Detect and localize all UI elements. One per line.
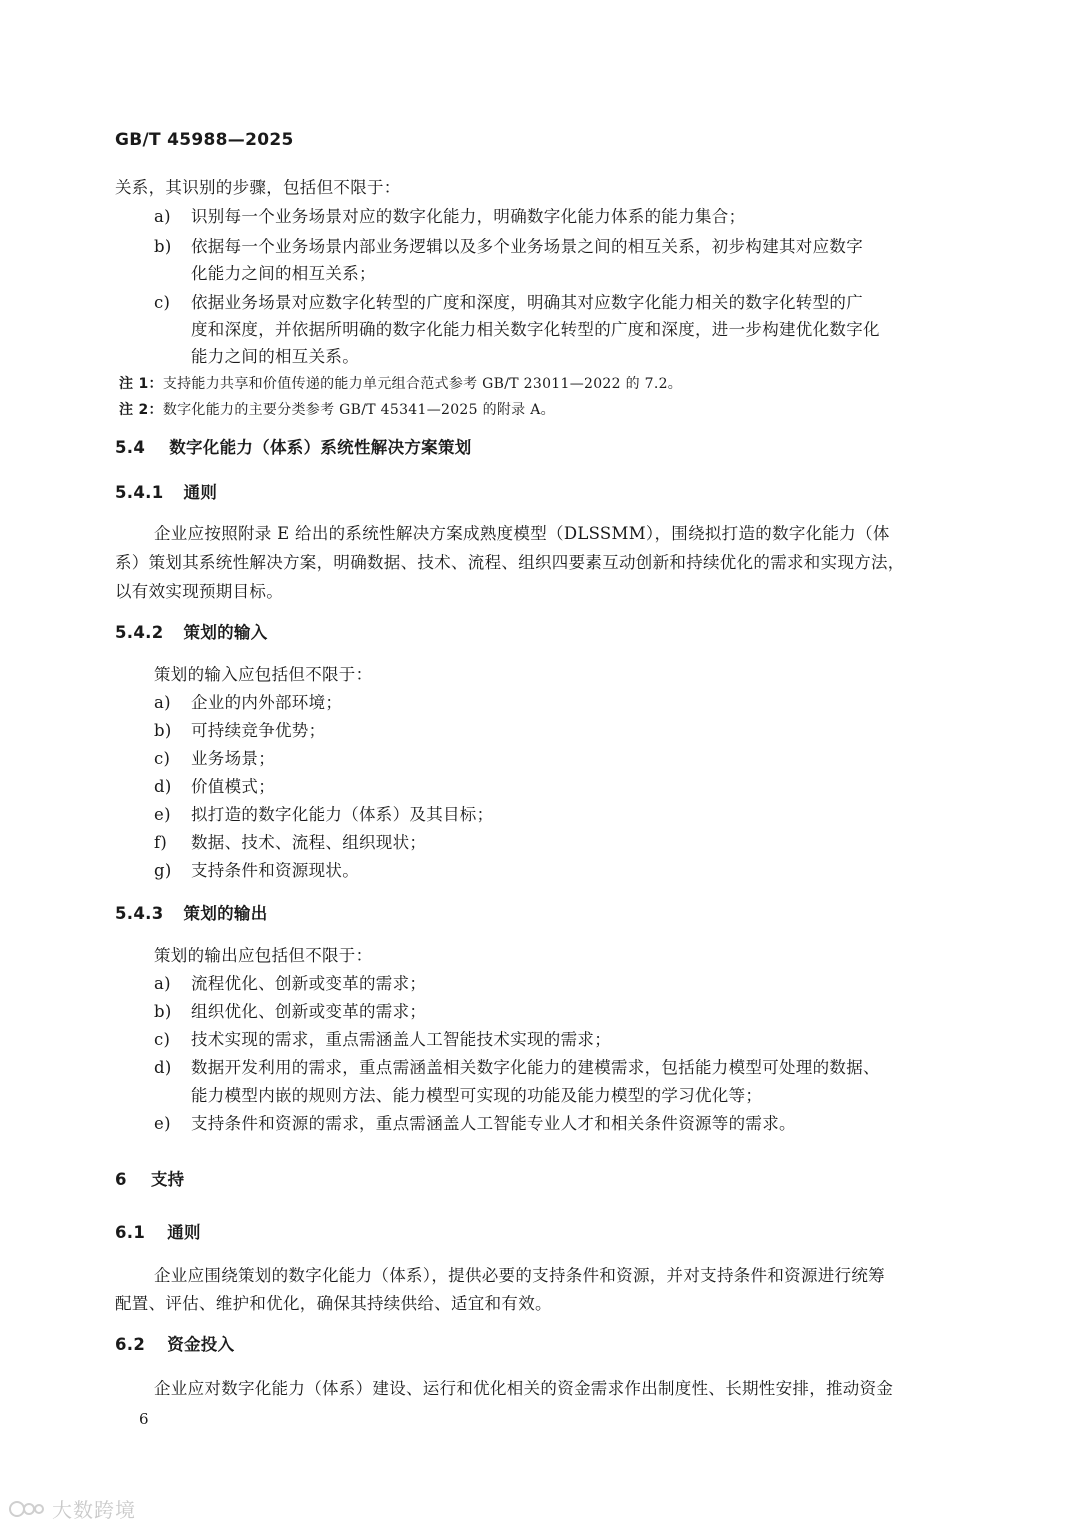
section-number: 5.4.2 bbox=[115, 623, 164, 642]
watermark-logo-icon bbox=[8, 1498, 46, 1520]
paragraph-line: 系）策划其系统性解决方案，明确数据、技术、流程、组织四要素互动创新和持续优化的需求和实现方法， bbox=[115, 553, 905, 572]
list-item-text: 依据每一个业务场景内部业务逻辑以及多个业务场景之间的相互关系，初步构建其对应数字 bbox=[191, 237, 863, 256]
list-item-text: 支持条件和资源现状。 bbox=[191, 861, 359, 880]
section-title: 数字化能力（体系）系统性解决方案策划 bbox=[169, 438, 472, 457]
list-item-text: 价值模式； bbox=[191, 777, 275, 796]
document-id: GB/T 45988—2025 bbox=[115, 130, 294, 150]
list-marker: e) bbox=[154, 805, 171, 824]
watermark-text: 大数跨境 bbox=[52, 1498, 136, 1522]
section-heading-5-4 bbox=[115, 437, 472, 459]
list-marker: d) bbox=[154, 1058, 172, 1077]
paragraph-line: 企业应对数字化能力（体系）建设、运行和优化相关的资金需求作出制度性、长期性安排，推动资金 bbox=[154, 1379, 894, 1398]
section-title: 策划的输入 bbox=[183, 623, 268, 642]
list-item-text: 技术实现的需求，重点需涵盖人工智能技术实现的需求； bbox=[191, 1030, 611, 1049]
watermark bbox=[8, 1494, 136, 1523]
section-number: 6.1 bbox=[115, 1223, 146, 1242]
section-heading-5-4-3 bbox=[115, 903, 268, 925]
section-number: 5.4 bbox=[115, 438, 146, 457]
paragraph-line: 企业应围绕策划的数字化能力（体系），提供必要的支持条件和资源，并对支持条件和资源进行统筹 bbox=[154, 1266, 885, 1285]
list-item-text: 可持续竞争优势； bbox=[191, 721, 326, 740]
section-number: 6.2 bbox=[115, 1335, 146, 1354]
note-text: 支持能力共享和价值传递的能力单元组合范式参考 GB/T 23011—2022 的 7.2。 bbox=[162, 376, 683, 392]
section-heading-6 bbox=[115, 1169, 184, 1191]
paragraph-line: 配置、评估、维护和优化，确保其持续供给、适宜和有效。 bbox=[115, 1294, 552, 1313]
paragraph-line: 以有效实现预期目标。 bbox=[115, 582, 283, 601]
list-marker: a) bbox=[154, 693, 171, 712]
section-title: 通则 bbox=[167, 1223, 201, 1242]
list-item-text: 数据、技术、流程、组织现状； bbox=[191, 833, 427, 852]
note-label: 注 2： bbox=[119, 402, 163, 418]
list-marker: c) bbox=[154, 293, 171, 312]
list-item-continuation: 化能力之间的相互关系； bbox=[191, 264, 376, 283]
paragraph-line: 关系，其识别的步骤，包括但不限于： bbox=[115, 178, 401, 197]
list-marker: e) bbox=[154, 1114, 171, 1133]
list-marker: b) bbox=[154, 1002, 172, 1021]
note-text: 数字化能力的主要分类参考 GB/T 45341—2025 的附录 A。 bbox=[162, 402, 555, 418]
section-title: 通则 bbox=[183, 483, 218, 502]
paragraph-line: 策划的输入应包括但不限于： bbox=[154, 665, 373, 684]
paragraph-line: 企业应按照附录 E 给出的系统性解决方案成熟度模型（DLSSMM），围绕拟打造的数字化能力（体 bbox=[154, 524, 890, 543]
list-item-text: 数据开发利用的需求，重点需涵盖相关数字化能力的建模需求，包括能力模型可处理的数据、 bbox=[191, 1058, 880, 1077]
list-marker: f) bbox=[154, 833, 168, 852]
section-heading-5-4-2 bbox=[115, 622, 268, 644]
section-title: 支持 bbox=[150, 1170, 185, 1189]
list-item-text: 业务场景； bbox=[191, 749, 275, 768]
note bbox=[119, 399, 555, 421]
list-marker: b) bbox=[154, 237, 172, 256]
list-marker: b) bbox=[154, 721, 172, 740]
list-item-continuation: 能力模型内嵌的规则方法、能力模型可实现的功能及能力模型的学习优化等； bbox=[191, 1086, 763, 1105]
list-item-text: 流程优化、创新或变革的需求； bbox=[191, 974, 427, 993]
list-item-continuation: 能力之间的相互关系。 bbox=[191, 347, 359, 366]
list-item-text: 企业的内外部环境； bbox=[191, 693, 343, 712]
section-title: 策划的输出 bbox=[183, 904, 268, 923]
list-item-text: 拟打造的数字化能力（体系）及其目标； bbox=[191, 805, 494, 824]
list-marker: c) bbox=[154, 749, 171, 768]
list-item-text: 依据业务场景对应数字化转型的广度和深度，明确其对应数字化能力相关的数字化转型的广 bbox=[191, 293, 863, 312]
list-marker: a) bbox=[154, 207, 171, 226]
section-heading-6-2 bbox=[115, 1334, 234, 1356]
list-marker: c) bbox=[154, 1030, 171, 1049]
note bbox=[119, 373, 682, 395]
list-marker: g) bbox=[154, 861, 172, 880]
page-number: 6 bbox=[139, 1410, 149, 1428]
paragraph-line: 策划的输出应包括但不限于： bbox=[154, 946, 373, 965]
list-item-text: 组织优化、创新或变革的需求； bbox=[191, 1002, 427, 1021]
section-title: 资金投入 bbox=[167, 1335, 235, 1354]
section-number: 5.4.3 bbox=[115, 904, 164, 923]
list-item-continuation: 度和深度，并依据所明确的数字化能力相关数字化转型的广度和深度，进一步构建优化数字化 bbox=[191, 320, 880, 339]
section-number: 6 bbox=[115, 1170, 127, 1189]
section-heading-5-4-1 bbox=[115, 482, 217, 504]
section-heading-6-1 bbox=[115, 1222, 201, 1244]
list-item-text: 识别每一个业务场景对应的数字化能力，明确数字化能力体系的能力集合； bbox=[191, 207, 746, 226]
list-marker: a) bbox=[154, 974, 171, 993]
list-marker: d) bbox=[154, 777, 172, 796]
note-label: 注 1： bbox=[119, 376, 163, 392]
section-number: 5.4.1 bbox=[115, 483, 164, 502]
list-item-text: 支持条件和资源的需求，重点需涵盖人工智能专业人才和相关条件资源等的需求。 bbox=[191, 1114, 796, 1133]
